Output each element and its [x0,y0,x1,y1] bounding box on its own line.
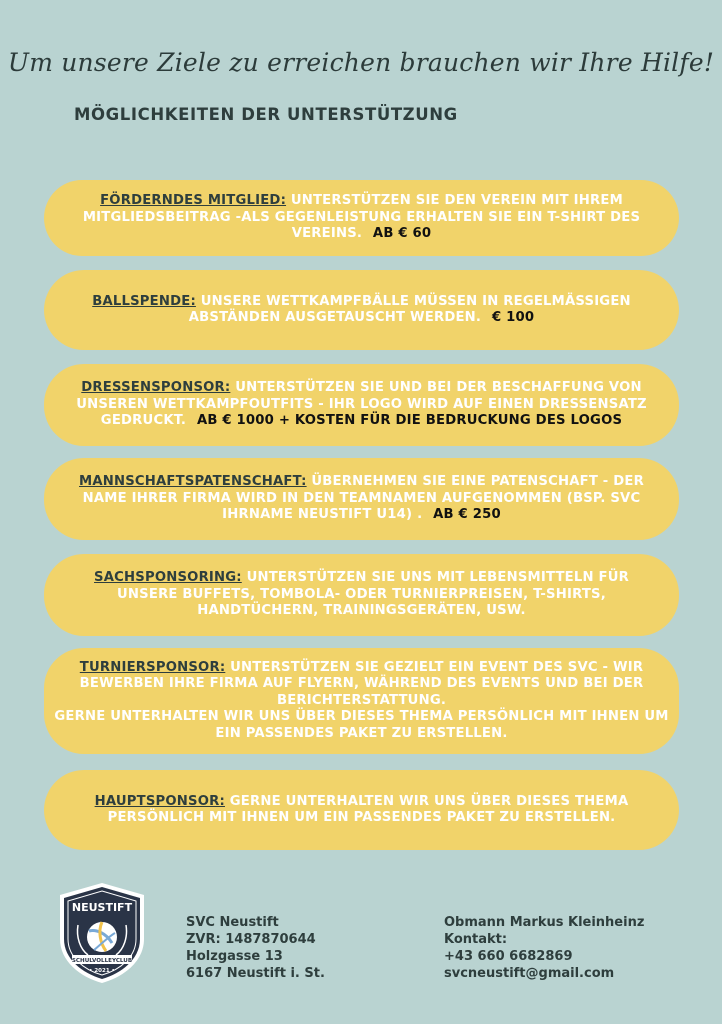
logo-year: • 2021 • [88,968,116,974]
contact-label: Kontakt: [444,932,508,947]
email-address[interactable]: svcneustift@gmail.com [444,966,615,981]
card-price: € 100 [491,310,535,325]
card-body: ÜBERNEHMEN SIE EINE PATENSCHAFT - DER NAME IHRER FIRMA WIRD IN DEN TEAMNAMEN AUFGENOMMEN (BSP. SVC IHRNAME NEUSTIFT U14) . [82,474,644,523]
club-name: SVC Neustift [186,915,279,930]
card-body: UNTERSTÜTZEN SIE DEN VEREIN MIT IHREM MITGLIEDSBEITRAG -ALS GEGENLEISTUNG ERHALTEN SIE EIN T-SHIRT DES VEREINS. [82,193,641,242]
card-title: TURNIERSPONSOR: [79,659,226,675]
club-logo [56,881,148,985]
card-body: UNTERSTÜTZEN SIE UND BEI DER BESCHAFFUNG VON UNSEREN WETTKAMPFOUTFITS - IHR LOGO WIRD AUF EINEN DRESSENSATZ GEDRUCKT. [76,380,647,429]
card-hauptsponsor [44,770,679,850]
zvr-number: ZVR: 1487870644 [186,932,316,947]
street-address: Holzgasse 13 [186,949,283,964]
chairman: Obmann Markus Kleinheinz [444,915,645,930]
card-title: SACHSPONSORING: [94,570,242,586]
card-title: FÖRDERNDES MITGLIED: [100,193,287,209]
city-address: 6167 Neustift i. St. [186,966,325,981]
card-body: UNTERSTÜTZEN SIE GEZIELT EIN EVENT DES SVC - WIR BEWERBEN IHRE FIRMA AUF FLYERN, WÄHREND DES EVENTS UND BEI DER BERICHTERSTATTUNG. [79,659,644,708]
logo-name: NEUSTIFT [71,901,133,914]
card-title: DRESSENSPONSOR: [81,380,231,396]
card-dressensponsor [44,364,679,446]
logo-ribbon: SCHULVOLLEYCLUB [71,958,133,964]
card-body: UNSERE WETTKAMPFBÄLLE MÜSSEN IN REGELMÄSSIGEN ABSTÄNDEN AUSGETAUSCHT WERDEN. [188,293,631,325]
card-title: BALLSPENDE: [92,293,196,309]
card-title: HAUPTSPONSOR: [94,793,225,809]
card-body: GERNE UNTERHALTEN WIR UNS ÜBER DIESES THEMA PERSÖNLICH MIT IHNEN UM EIN PASSENDES PAKET ZU ERSTELLEN. [107,793,629,825]
card-foerderndes-mitglied [44,180,679,256]
card-mannschaftspatenschaft [44,458,679,540]
card-price: AB € 1000 + KOSTEN FÜR DIE BEDRUCKUNG DES LOGOS [196,413,623,429]
card-body-extra: GERNE UNTERHALTEN WIR UNS ÜBER DIESES THEMA PERSÖNLICH MIT IHNEN UM EIN PASSENDES PAKET ZU ERSTELLEN. [54,709,669,741]
page-headline: Um unsere Ziele zu erreichen brauchen wir Ihre Hilfe! [7,48,715,77]
section-heading: MÖGLICHKEITEN DER UNTERSTÜTZUNG [74,105,458,124]
card-price: AB € 60 [372,226,432,242]
card-sachsponsoring [44,554,679,636]
footer-address [186,914,325,982]
card-body: UNTERSTÜTZEN SIE UNS MIT LEBENSMITTELN FÜR UNSERE BUFFETS, TOMBOLA- ODER TURNIERPREISEN, T-SHIRTS, HANDTÜCHERN, TRAININGSGERÄTEN, USW. [117,570,629,619]
card-turniersponsor [44,648,679,754]
card-title: MANNSCHAFTSPATENSCHAFT: [79,474,307,490]
phone-number[interactable]: +43 660 6682869 [444,949,573,964]
footer-contact [444,914,644,982]
card-price: AB € 250 [433,507,501,523]
card-ballspende [44,270,679,350]
